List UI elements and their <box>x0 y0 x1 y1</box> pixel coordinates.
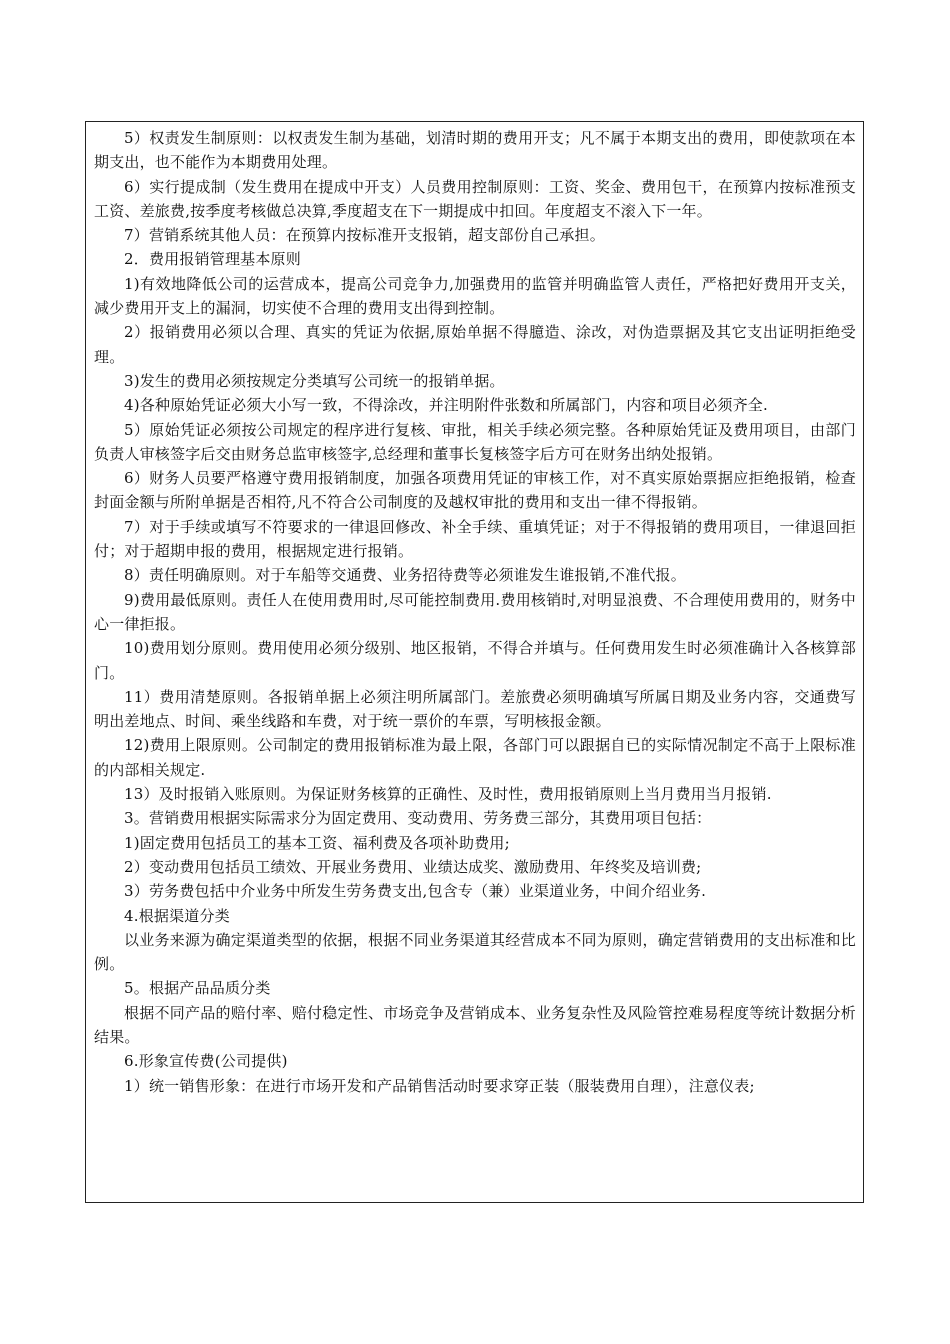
paragraph: 3）劳务费包括中介业务中所发生劳务费支出,包含专（兼）业渠道业务，中间介绍业务. <box>124 882 707 901</box>
paragraph: 3)发生的费用必须按规定分类填写公司统一的报销单据。 <box>124 371 505 390</box>
paragraph: 2）报销费用必须以合理、真实的凭证为依据,原始单据不得臆造、涂改，对伪造票据及其它支出证明拒绝受理。 <box>94 323 856 366</box>
paragraph: 以业务来源为确定渠道类型的依据，根据不同业务渠道其经营成本不同为原则，确定营销费用的支出标准和比例。 <box>94 930 856 974</box>
paragraph: 11）费用清楚原则。各报销单据上必须注明所属部门。差旅费必须明确填写所属日期及业务内容，交通费写明出差地点、时间、乘坐线路和车费，对于统一票价的车票，写明核报金额。 <box>94 687 856 731</box>
paragraph: 1)固定费用包括员工的基本工资、福利费及各项补助费用; <box>124 833 510 852</box>
section-heading: 4.根据渠道分类 <box>124 906 230 925</box>
section-heading: 3。营销费用根据实际需求分为固定费用、变动费用、劳务费三部分，其费用项目包括： <box>124 809 712 828</box>
paragraph: 8）责任明确原则。对于车船等交通费、业务招待费等必须谁发生谁报销,不准代报。 <box>124 566 686 585</box>
paragraph: 1）统一销售形象：在进行市场开发和产品销售活动时要求穿正装（服装费用自理），注意仪表; <box>124 1076 755 1095</box>
paragraph: 13）及时报销入账原则。为保证财务核算的正确性、及时性，费用报销原则上当月费用当月报销. <box>124 785 772 804</box>
section-heading: 6.形象宣传费(公司提供) <box>124 1052 288 1071</box>
paragraph: 7）对于手续或填写不符要求的一律退回修改、补全手续、重填凭证；对于不得报销的费用项目，一律退回拒付；对于超期申报的费用，根据规定进行报销。 <box>94 517 856 561</box>
paragraph: 4)各种原始凭证必须大小写一致，不得涂改，并注明附件张数和所属部门，内容和项目必须齐全. <box>124 396 768 415</box>
paragraph: 6）财务人员要严格遵守费用报销制度，加强各项费用凭证的审核工作，对不真实原始票据应拒绝报销，检查封面金额与所附单据是否相符,凡不符合公司制度的及越权审批的费用和支出一律不得报销。 <box>94 469 856 512</box>
paragraph: 5）权责发生制原则：以权责发生制为基础，划清时期的费用开支；凡不属于本期支出的费用，即使款项在本期支出，也不能作为本期费用处理。 <box>94 129 856 172</box>
paragraph: 9)费用最低原则。责任人在使用费用时,尽可能控制费用.费用核销时,对明显浪费、不合理使用费用的，财务中心一律拒报。 <box>94 590 856 633</box>
paragraph: 6）实行提成制（发生费用在提成中开支）人员费用控制原则：工资、奖金、费用包干，在预算内按标准预支工资、差旅费,按季度考核做总决算,季度超支在下一期提成中扣回。年度超支不滚入下一年。 <box>94 177 856 220</box>
paragraph: 2）变动费用包括员工绩效、开展业务费用、业绩达成奖、激励费用、年终奖及培训费; <box>124 857 702 876</box>
paragraph: 根据不同产品的赔付率、赔付稳定性、市场竞争及营销成本、业务复杂性及风险管控难易程度等统计数据分析结果。 <box>94 1003 856 1046</box>
paragraph: 10)费用划分原则。费用使用必须分级别、地区报销，不得合并填与。任何费用发生时必须准确计入各核算部门。 <box>94 639 856 682</box>
section-heading: 5。根据产品品质分类 <box>124 979 271 998</box>
paragraph: 1)有效地降低公司的运营成本，提高公司竞争力,加强费用的监管并明确监管人责任，严格把好费用开支关，减少费用开支上的漏洞，切实使不合理的费用支出得到控制。 <box>94 274 856 318</box>
paragraph: 5）原始凭证必须按公司规定的程序进行复核、审批，相关手续必须完整。各种原始凭证及费用项目，由部门负责人审核签字后交由财务总监审核签字,总经理和董事长复核签字后方可在财务出纳处报销。 <box>94 420 856 463</box>
section-heading: 2．费用报销管理基本原则 <box>124 250 301 269</box>
paragraph: 7）营销系统其他人员：在预算内按标准开支报销，超支部份自己承担。 <box>124 226 605 245</box>
paragraph: 12)费用上限原则。公司制定的费用报销标准为最上限，各部门可以跟据自已的实际情况制定不高于上限标准的内部相关规定. <box>94 736 856 779</box>
document-frame <box>85 121 864 1203</box>
